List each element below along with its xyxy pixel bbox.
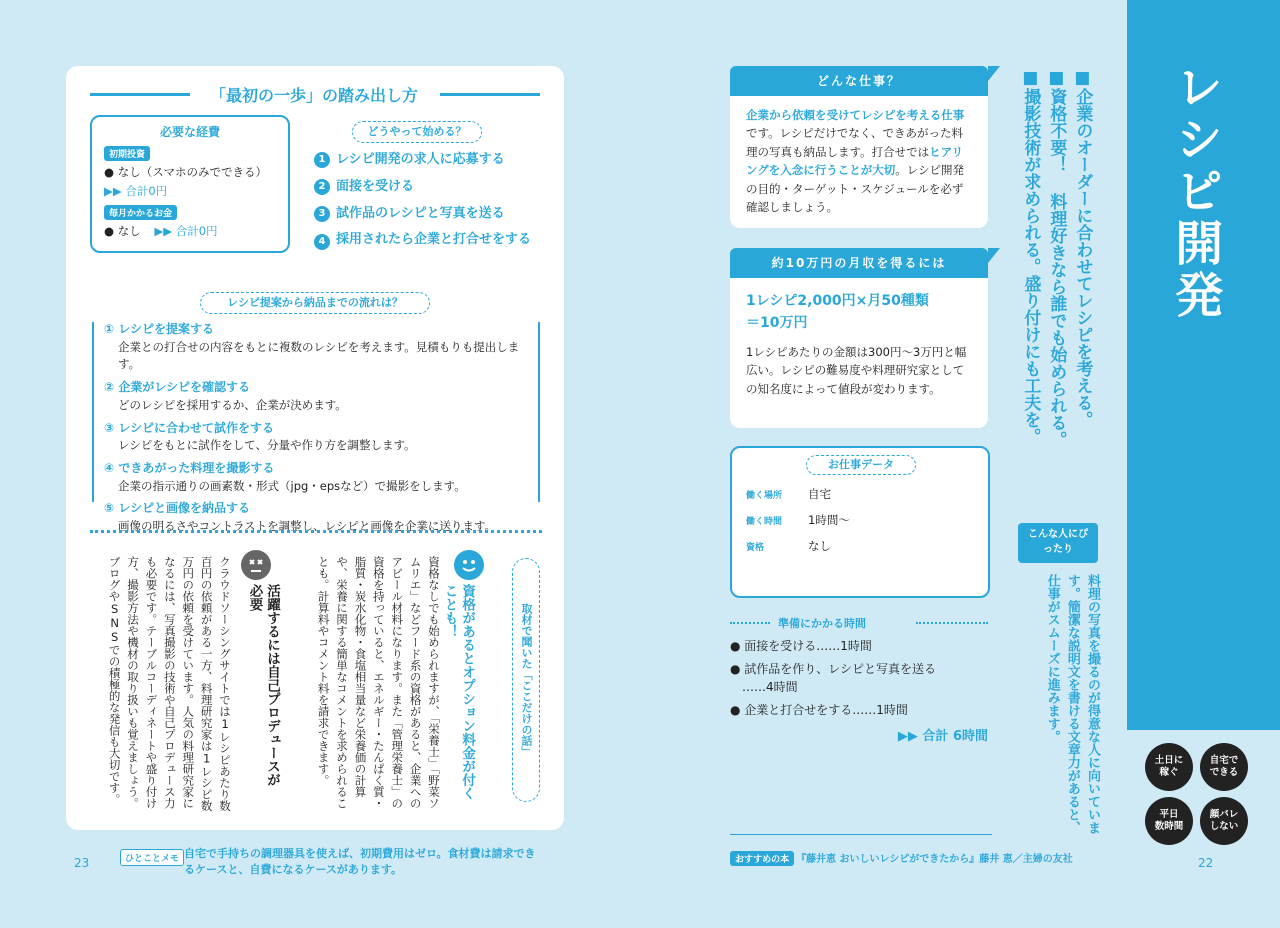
- memo-text: 自宅で手持ちの調理器具を使えば、初期費用はゼロ。食材費は請求できるケースと、自費になるケースがあります。: [184, 847, 536, 876]
- monthly-total: ▶▶ 合計0円: [154, 224, 218, 238]
- step-text: 採用されたら企業と打合せをする: [336, 232, 532, 248]
- title-rule-right: [440, 93, 540, 96]
- flow-step-desc: 画像の明るさやコントラストを調整し、レシピと画像を企業に送ります。: [118, 519, 496, 534]
- data-key: 働く場所: [746, 491, 783, 501]
- data-key: 資格: [746, 543, 765, 553]
- income-card: [730, 248, 988, 428]
- title-rule-left: [90, 93, 190, 96]
- prep-item: ● 試作品を作り、レシピと写真を送る ……4時間: [730, 662, 936, 694]
- flow-step-title: ⑤ レシピと画像を納品する: [104, 501, 251, 516]
- step-number: 1: [314, 152, 330, 168]
- flow-rule-left: [92, 322, 94, 502]
- flow-step-desc: レシピをもとに試作をして、分量や作り方を調整します。: [118, 438, 416, 453]
- flow-pill: レシピ提案から納品までの流れは？: [200, 292, 430, 314]
- column-label: [512, 558, 540, 802]
- column2-body: クラウドソーシングサイトでは1レシピあたり数百円の依頼がある一方、料理研究家は1レシピ数万円の依頼を受けています。人気の料理研究家になるには、写真撮影の技術や自己プロデュース力も必要です。テーブルコーディネートや盛り付け方、撮影方法や機材の取り扱いも覚えましょう。ブログやSNSでの積極的な発信も大切です。: [107, 556, 232, 812]
- step-number: 3: [314, 206, 330, 222]
- step-text: レシピ開発の求人に応募する: [336, 152, 505, 167]
- headline-1: ■企業のオーダーに合わせてレシピを考える。: [1072, 68, 1093, 428]
- income-formula-result: ＝10万円: [746, 315, 808, 332]
- smile-icon: [454, 550, 484, 580]
- data-value: 自宅: [808, 487, 831, 501]
- job-data-pill: お仕事データ: [806, 455, 916, 475]
- what-job-card: [730, 66, 988, 228]
- memo-tag: ひとことメモ: [120, 849, 184, 866]
- column1-body: 資格なしでも始められますが、「栄養士」「野菜ソムリエ」などフード系の資格があると、企業へのアピール材料になります。また「管理栄養士」の資格を持っていると、エネルギー・たんぱく質・脂質・炭水化物・食塩相当量など栄養価の計算や、栄養に関する簡単なコメントを求められることも。計算料やコメント料を請求できます。: [316, 556, 441, 809]
- step-text: 面接を受ける: [336, 178, 415, 194]
- prep-title: 準備にかかる時間: [778, 617, 866, 630]
- income-body: 1レシピあたりの金額は300円〜3万円と幅広い。レシピの難易度や料理研究家としての知名度によって値段が変わります。: [746, 344, 967, 396]
- dotted-separator: [90, 530, 542, 533]
- badge-weekend: 土日に 稼ぐ: [1145, 743, 1193, 791]
- job-title: レシピ開発: [1166, 62, 1223, 322]
- flow-step-desc: 企業の指示通りの画素数・形式（jpg・epsなど）で撮影をします。: [118, 478, 466, 493]
- book-rule: [730, 834, 992, 835]
- steps-list: [314, 150, 546, 251]
- badge-anonymous: 顔バレ しない: [1200, 797, 1248, 845]
- column2-title: 活躍するには自己プロデュースが必要: [246, 584, 280, 787]
- suited-body: 料理の写真を撮るのが得意な人に向いています。簡潔な説明文を書ける文章力があると、仕事がスムーズに進みます。: [1044, 574, 1100, 834]
- badge-home: 自宅で できる: [1200, 743, 1248, 791]
- initial-tag: 初期投資: [104, 146, 150, 161]
- data-value: なし: [808, 539, 831, 553]
- first-step-title: 「最初の一歩」の踏み出し方: [209, 86, 418, 105]
- monthly-item: ● なし: [104, 224, 141, 238]
- cost-title: 必要な経費: [159, 125, 220, 139]
- step-number: 2: [314, 179, 330, 195]
- headline-2: ■資格不要！ 料理好きなら誰でも始められる。: [1046, 68, 1067, 448]
- prep-item: ● 企業と打合せをする……1時間: [730, 703, 908, 718]
- dizzy-face-icon: [241, 550, 271, 580]
- flow-step-title: ① レシピを提案する: [104, 322, 215, 336]
- book-tag: おすすめの本: [730, 851, 794, 866]
- badge-weekday: 平日 数時間: [1145, 797, 1193, 845]
- what-job-header: どんな仕事？: [730, 66, 988, 96]
- step-number: 4: [314, 234, 330, 250]
- step-text: 試作品のレシピと写真を送る: [336, 205, 505, 221]
- data-key: 働く時間: [746, 517, 783, 527]
- flow-list: [104, 320, 534, 540]
- prep-total: ▶▶ 合計 6時間: [897, 728, 988, 744]
- flow-rule-right: [538, 322, 540, 502]
- flow-step-title: ④ できあがった料理を撮影する: [104, 461, 275, 476]
- flow-step-title: ② 企業がレシピを確認する: [104, 380, 251, 395]
- prep-rule-left: [730, 622, 770, 624]
- what-job-body: 企業から依頼を受けてレシピを考える仕事です。レシピだけでなく、できあがった料理の写真も納品します。打合せではヒアリングを入念に行うことが大切。レシピ開発の目的・ターゲット・スケジュールを必ず確認しましょう。: [746, 108, 965, 214]
- initial-total: ▶▶ 合計0円: [104, 184, 168, 198]
- headline-3: ■撮影技術が求められる。盛り付けにも工夫を。: [1020, 68, 1041, 445]
- book-title: 『藤井恵 おいしいレシピができたから』藤井 恵／主婦の友社: [796, 854, 1073, 865]
- initial-item: ● なし（スマホのみでできる）: [104, 165, 267, 179]
- job-data-table: [746, 482, 850, 560]
- how-start-pill: どうやって始める？: [352, 121, 482, 143]
- column1-title: 資格があるとオプション料金が付くことも！: [441, 584, 476, 800]
- page-number-right: 22: [1198, 856, 1214, 870]
- income-formula: 1レシピ2,000円×月50種類: [746, 293, 929, 309]
- prep-item: ● 面接を受ける……1時間: [730, 639, 872, 653]
- data-value: 1時間〜: [808, 513, 850, 527]
- monthly-tag: 毎月かかるお金: [104, 205, 177, 220]
- column-label-text: 取材で聞いた「ここだけの話」: [520, 603, 533, 757]
- prep-rule-right: [916, 622, 988, 624]
- flow-step-title: ③ レシピに合わせて試作をする: [104, 420, 275, 435]
- flow-step-desc: 企業との打合せの内容をもとに複数のレシピを考えます。見積もりも提出します。: [118, 339, 520, 372]
- cost-box: [90, 115, 290, 253]
- income-header: 約10万円の月収を得るには: [730, 248, 988, 278]
- flow-step-desc: どのレシピを採用するか、企業が決めます。: [118, 397, 347, 412]
- page-number-left: 23: [74, 856, 90, 870]
- prep-list: [730, 638, 988, 746]
- suited-tag: こんな人にぴったり: [1018, 523, 1098, 563]
